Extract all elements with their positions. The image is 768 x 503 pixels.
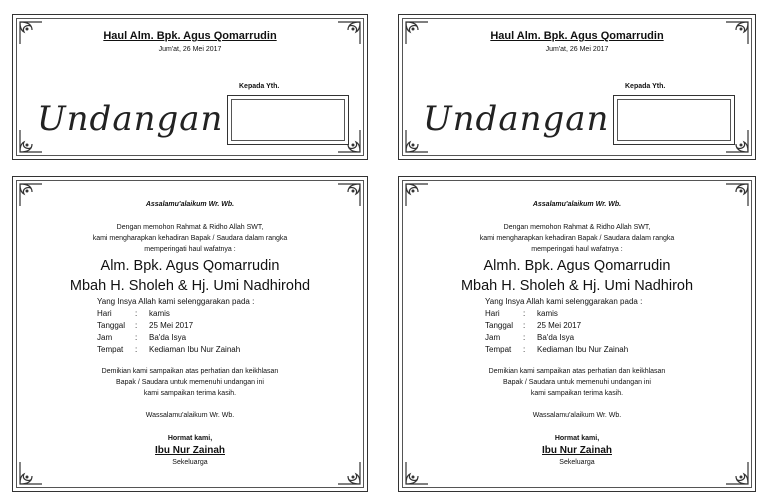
wassalam: Wassalamu'alaikum Wr. Wb.: [532, 412, 622, 419]
intro-line-3: memperingati haul wafatnya :: [531, 246, 623, 253]
event-title: Haul Alm. Bpk. Agus Qomarrudin: [490, 30, 664, 42]
detail-row-tempat: Tempat : Kediaman Ibu Nur Zainah: [97, 345, 241, 354]
intro-line-2: kami mengharapkan kehadiran Bapak / Saudara dalam rangka: [92, 235, 288, 242]
intro-line-1: Dengan memohon Rahmat & Ridho Allah SWT,: [503, 224, 651, 231]
honoree-name-2: Mbah H. Sholeh & Hj. Umi Nadhirohd: [69, 278, 311, 294]
event-details: [485, 296, 642, 356]
recipient-label: Kepada Yth.: [239, 83, 280, 90]
detail-row-hari: Hari : kamis: [485, 309, 558, 318]
closing-line-2: Bapak / Saudara untuk memenuhi undangan ini: [503, 379, 651, 386]
signer-name: Ibu Nur Zainah: [542, 445, 612, 456]
recipient-address-box[interactable]: [227, 95, 349, 145]
salam-greeting: Assalamu'alaikum Wr. Wb.: [532, 201, 622, 208]
invitation-card-2: [398, 176, 756, 492]
envelope-card-1: [12, 14, 368, 160]
honoree-name-1: Almh. Bpk. Agus Qomarrudin: [483, 258, 671, 274]
closing-line-3: kami sampaikan terima kasih.: [143, 390, 237, 397]
intro-line-2: kami mengharapkan kehadiran Bapak / Saudara dalam rangka: [479, 235, 675, 242]
signer-family: Sekeluarga: [172, 459, 208, 466]
detail-row-tempat: Tempat : Kediaman Ibu Nur Zainah: [485, 345, 629, 354]
honoree-name-1: Alm. Bpk. Agus Qomarrudin: [100, 258, 280, 274]
event-date: Jum'at, 26 Mei 2017: [158, 46, 222, 53]
event-details: [97, 296, 254, 356]
recipient-address-box[interactable]: [613, 95, 735, 145]
detail-row-jam: Jam : Ba'da Isya: [485, 333, 575, 342]
details-intro: Yang Insya Allah kami selenggarakan pada :: [97, 297, 255, 306]
detail-row-hari: Hari : kamis: [97, 309, 170, 318]
closing-line-1: Demikian kami sampaikan atas perhatian dan keikhlasan: [101, 368, 279, 375]
intro-line-3: memperingati haul wafatnya :: [144, 246, 236, 253]
event-date: Jum'at, 26 Mei 2017: [545, 46, 609, 53]
closing-line-2: Bapak / Saudara untuk memenuhi undangan ini: [116, 379, 264, 386]
hormat-kami: Hormat kami,: [554, 435, 600, 442]
invitation-card-1: [12, 176, 368, 492]
envelope-card-2: [398, 14, 756, 160]
recipient-label: Kepada Yth.: [625, 83, 666, 90]
closing-line-1: Demikian kami sampaikan atas perhatian dan keikhlasan: [488, 368, 666, 375]
undangan-script-heading: Undangan: [423, 99, 610, 139]
details-intro: Yang Insya Allah kami selenggarakan pada :: [485, 297, 643, 306]
wassalam: Wassalamu'alaikum Wr. Wb.: [145, 412, 235, 419]
signer-family: Sekeluarga: [559, 459, 595, 466]
honoree-name-2: Mbah H. Sholeh & Hj. Umi Nadhiroh: [460, 278, 694, 294]
undangan-script-heading: Undangan: [37, 99, 224, 139]
signer-name: Ibu Nur Zainah: [155, 445, 225, 456]
event-title: Haul Alm. Bpk. Agus Qomarrudin: [103, 30, 277, 42]
closing-line-3: kami sampaikan terima kasih.: [530, 390, 624, 397]
detail-row-tanggal: Tanggal : 25 Mei 2017: [485, 321, 582, 330]
hormat-kami: Hormat kami,: [167, 435, 213, 442]
detail-row-tanggal: Tanggal : 25 Mei 2017: [97, 321, 194, 330]
salam-greeting: Assalamu'alaikum Wr. Wb.: [145, 201, 235, 208]
intro-line-1: Dengan memohon Rahmat & Ridho Allah SWT,: [116, 224, 264, 231]
detail-row-jam: Jam : Ba'da Isya: [97, 333, 187, 342]
